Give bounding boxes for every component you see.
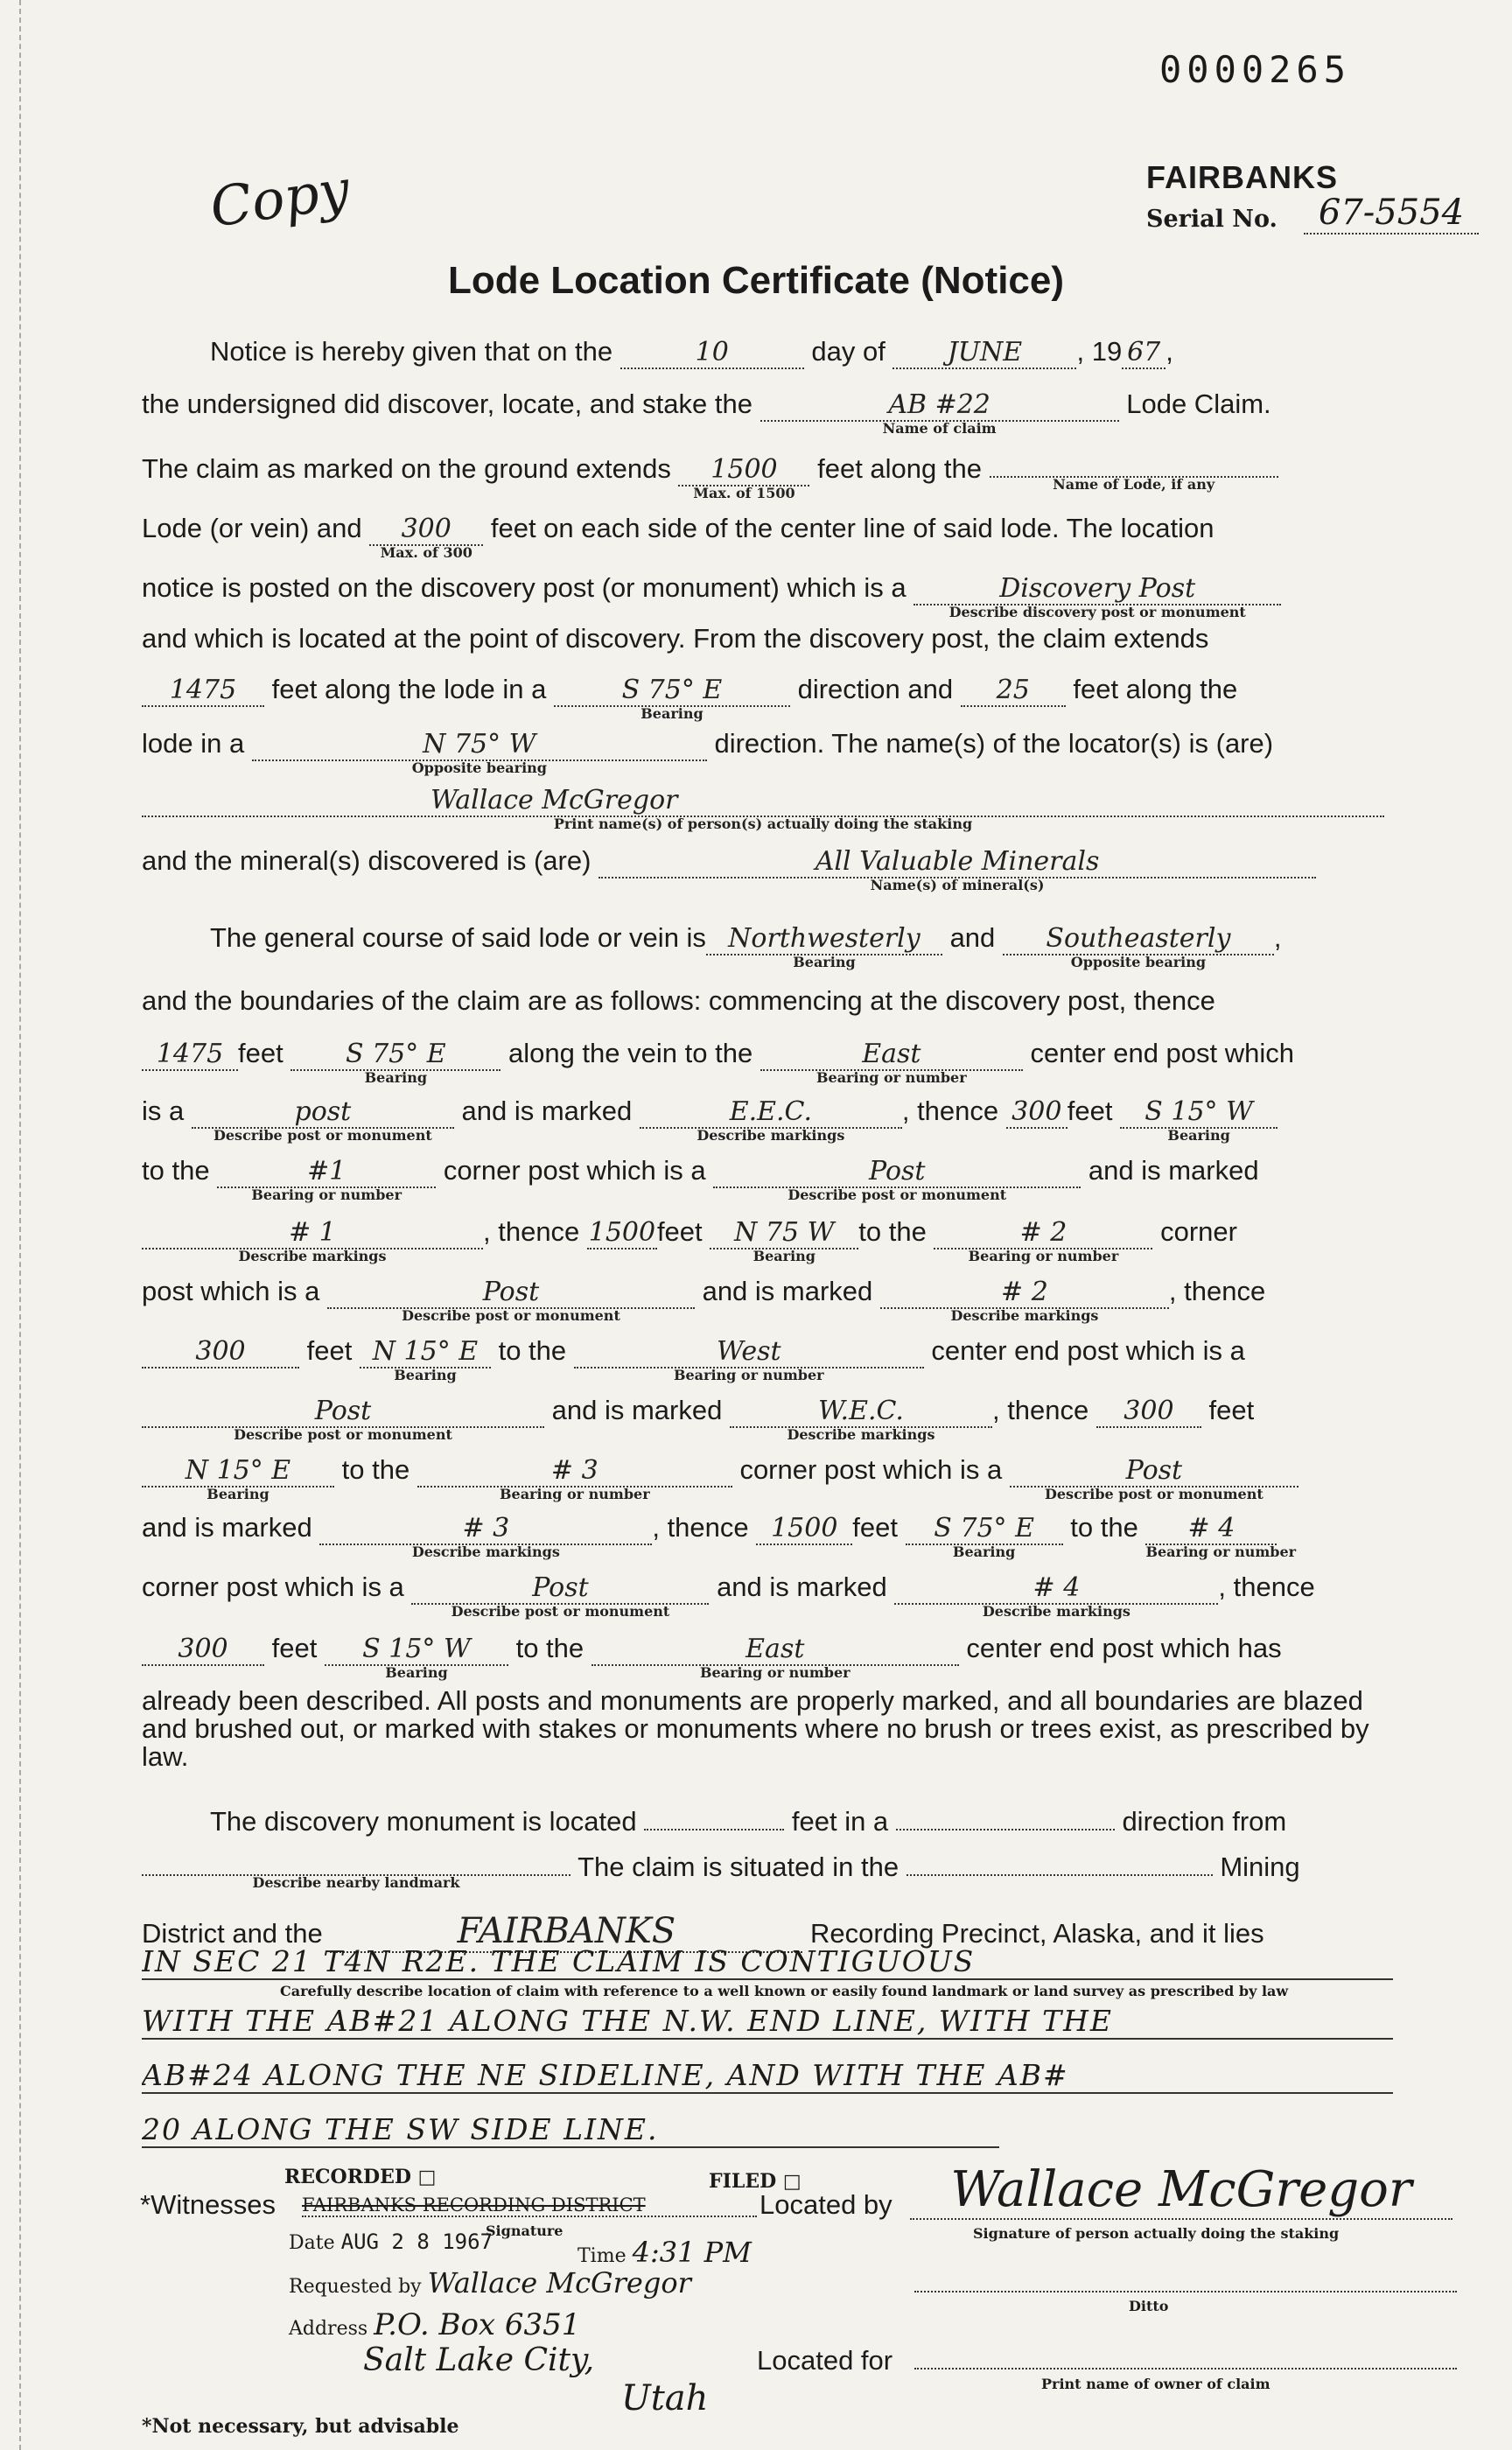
text: Mining — [1220, 1852, 1300, 1882]
filed-label: FILED □ — [709, 2170, 802, 2193]
value: # 2 — [1001, 1277, 1048, 1307]
boundary-line-7 — [142, 1395, 1393, 1443]
text: feet along the lode in a — [271, 674, 547, 704]
text: , — [1273, 922, 1282, 953]
minerals-value: All Valuable Minerals — [815, 846, 1100, 877]
field — [574, 1336, 924, 1383]
text: , thence — [483, 1216, 580, 1247]
text: and is marked — [717, 1572, 887, 1602]
location-line-2: WITH THE AB#21 ALONG THE N.W. END LINE, WITH THE — [142, 2004, 1393, 2040]
caption: Describe post or monument — [788, 1186, 1007, 1203]
field — [760, 1039, 1023, 1086]
text: direction from — [1122, 1806, 1287, 1837]
text: feet in a — [791, 1806, 889, 1837]
text: direction and — [797, 674, 954, 704]
side-width-value: 300 — [401, 514, 452, 544]
value: post — [294, 1096, 352, 1127]
field — [894, 1572, 1218, 1620]
course1-field — [706, 923, 942, 970]
field — [319, 1513, 652, 1560]
discovery-post-value: Discovery Post — [999, 573, 1196, 604]
text: , thence — [991, 1395, 1089, 1425]
text: , — [1166, 336, 1173, 367]
bearing1-value: S 75° E — [621, 675, 723, 705]
caption: Bearing — [1167, 1127, 1230, 1144]
located-for-label: Located for — [757, 2345, 893, 2376]
caption: Describe post or monument — [234, 1426, 452, 1443]
value: # 4 — [1187, 1513, 1236, 1544]
line-extent — [142, 450, 1393, 501]
filed-text: FILED — [709, 2170, 777, 2193]
text: and the mineral(s) discovered is (are) — [142, 845, 592, 876]
boundary-line-4 — [142, 1216, 1393, 1264]
caption: Opposite bearing — [411, 760, 547, 776]
landmark-field — [142, 1848, 570, 1891]
field — [417, 1455, 732, 1502]
text: feet along the — [1073, 674, 1238, 704]
field — [411, 1572, 709, 1620]
caption: Describe post or monument — [214, 1127, 432, 1144]
field — [142, 1396, 544, 1443]
text: the undersigned did discover, locate, and stake the — [142, 388, 752, 419]
caption: Describe markings — [696, 1127, 845, 1144]
caption: Bearing or number — [499, 1486, 650, 1502]
locator-signature-caption: Signature of person actually doing the staking — [973, 2225, 1340, 2242]
caption: Max. of 300 — [380, 544, 472, 561]
caption: Bearing or number — [699, 1664, 850, 1681]
text: The claim as marked on the ground extends — [142, 453, 671, 484]
boundary-line-10 — [142, 1572, 1393, 1620]
text: Recording Precinct, Alaska, and it lies — [810, 1918, 1264, 1949]
field: 1500 — [756, 1513, 852, 1545]
boundary-line-5 — [142, 1276, 1393, 1324]
text: to the — [858, 1216, 927, 1247]
owner-line — [914, 2368, 1457, 2370]
value: # 2 — [1019, 1217, 1068, 1248]
location-line-4: 20 ALONG THE SW SIDE LINE. — [142, 2112, 999, 2148]
discovery-post-field — [914, 573, 1281, 620]
caption: Describe markings — [238, 1248, 387, 1264]
field — [710, 1217, 858, 1264]
value: # 3 — [462, 1513, 510, 1544]
field — [192, 1096, 454, 1144]
value: # 4 — [1032, 1572, 1081, 1603]
value: # 3 — [550, 1455, 598, 1486]
text: is a — [142, 1096, 185, 1126]
date-label — [289, 2230, 493, 2254]
field — [640, 1096, 902, 1144]
boundary-line-8 — [142, 1454, 1393, 1502]
text: and is marked — [142, 1512, 312, 1543]
extent-field — [678, 454, 809, 501]
boundary-line-11 — [142, 1633, 1393, 1681]
text: The general course of said lode or vein is — [210, 922, 706, 953]
document-title: Lode Location Certificate (Notice) — [447, 259, 1065, 302]
line-minerals — [142, 845, 1393, 893]
text: center end post which is a — [931, 1335, 1245, 1366]
precinct-field: FAIRBANKS — [330, 1911, 802, 1953]
line-6 — [142, 623, 1393, 654]
year-field: 67 — [1122, 337, 1166, 369]
text: and is marked — [461, 1096, 633, 1126]
district-stamp: FAIRBANKS — [1146, 159, 1339, 195]
field: 300 — [142, 1634, 264, 1666]
caption: Bearing or number — [251, 1186, 402, 1203]
field — [730, 1396, 992, 1443]
value: East — [746, 1634, 805, 1664]
line-date — [210, 336, 1391, 369]
stamp-number: 0000265 — [1159, 48, 1352, 91]
day-field: 10 — [620, 337, 804, 369]
value: S 15° W — [1144, 1096, 1253, 1127]
line-7 — [142, 674, 1393, 722]
text: and is marked — [551, 1395, 723, 1425]
lode-name-field — [990, 450, 1278, 493]
line-course — [210, 922, 1391, 970]
extent-value: 1500 — [710, 454, 778, 485]
text: District and the — [142, 1918, 323, 1949]
text: , thence — [1218, 1572, 1315, 1602]
monument-direction-field — [896, 1802, 1115, 1830]
line-discovery-post — [142, 572, 1393, 620]
caption: Name of claim — [882, 420, 997, 437]
text: notice is posted on the discovery post (or monument) which is a — [142, 572, 906, 603]
value: S 75° E — [934, 1513, 1034, 1544]
locator-signature: Wallace McGregor — [910, 2161, 1452, 2220]
field — [1145, 1513, 1297, 1560]
text: to the — [498, 1335, 567, 1366]
field — [290, 1039, 500, 1086]
caption: Describe post or monument — [1045, 1486, 1264, 1502]
field: 300 — [1096, 1396, 1201, 1428]
text: feet — [238, 1038, 284, 1068]
caption: Describe nearby landmark — [252, 1874, 460, 1891]
footnote: *Not necessary, but advisable — [142, 2415, 459, 2438]
text: Notice is hereby given that on the — [210, 336, 613, 367]
monument-line — [210, 1802, 1391, 1838]
field — [1120, 1096, 1278, 1144]
caption: Describe markings — [787, 1426, 935, 1443]
field — [142, 1217, 483, 1264]
field: 1475 — [142, 1039, 238, 1071]
landmark-line — [142, 1848, 1393, 1891]
text: feet — [1208, 1395, 1255, 1425]
date-label-text: Date — [289, 2232, 335, 2254]
text: feet on each side of the center line of said lode. The location — [490, 513, 1214, 543]
caption: Bearing or number — [816, 1069, 967, 1086]
line-side-width — [142, 513, 1393, 561]
caption: Describe post or monument — [402, 1307, 620, 1324]
text: , thence — [901, 1096, 999, 1126]
text: to the — [515, 1633, 584, 1663]
locator-value: Wallace McGregor — [430, 785, 678, 816]
text: and — [949, 922, 996, 953]
caption: Bearing — [640, 705, 704, 722]
text: feet — [1067, 1096, 1113, 1126]
boundary-line-2 — [142, 1096, 1393, 1144]
value: Post — [314, 1396, 372, 1426]
claim-name-value: AB #22 — [888, 389, 990, 420]
text: and the boundaries of the claim are as follows: commencing at the discovery post, thence — [142, 985, 1215, 1016]
text: to the — [142, 1155, 210, 1186]
line-claim-name — [142, 388, 1393, 437]
field — [1010, 1455, 1298, 1502]
requested-label-text: Requested by — [289, 2276, 422, 2298]
text: feet along the — [817, 453, 982, 484]
caption: Name(s) of mineral(s) — [870, 877, 1045, 893]
caption: Print name(s) of person(s) actually doing the staking — [553, 816, 973, 832]
text: Lode Claim. — [1126, 388, 1271, 419]
text: feet — [852, 1512, 898, 1543]
value: W.E.C. — [817, 1396, 904, 1426]
text: , thence — [1168, 1276, 1266, 1306]
address-city: Salt Lake City, — [363, 2342, 595, 2378]
field — [360, 1336, 491, 1383]
caption: Max. of 1500 — [693, 485, 795, 501]
bearing2-value: N 75° W — [423, 729, 536, 760]
field — [325, 1634, 508, 1681]
address-label-text: Address — [289, 2318, 368, 2340]
caption: Describe post or monument — [451, 1603, 670, 1620]
field — [880, 1277, 1169, 1324]
requested-label — [289, 2266, 691, 2300]
claim-name-field — [760, 389, 1119, 437]
value: S 15° W — [362, 1634, 471, 1664]
month-field: JUNE — [892, 337, 1076, 369]
text: center end post which has — [966, 1633, 1282, 1663]
boundary-line-9 — [142, 1512, 1393, 1560]
copy-mark: Copy — [206, 157, 354, 240]
time-label-text: Time — [578, 2245, 626, 2267]
signature-caption: Signature — [486, 2222, 564, 2239]
line-locator — [142, 784, 1393, 832]
value: East — [862, 1039, 921, 1069]
caption: Bearing — [394, 1367, 457, 1383]
field — [906, 1513, 1063, 1560]
address-label — [289, 2307, 580, 2342]
caption: Bearing — [793, 954, 856, 970]
location-caption: Carefully describe location of claim with reference to a well known or easily found landmark or land survey as prescribed by law — [280, 1983, 1289, 1999]
caption: Bearing — [952, 1544, 1016, 1560]
minerals-field — [598, 846, 1316, 893]
text: , — [1076, 336, 1085, 367]
field — [327, 1277, 695, 1324]
boundary-line-3 — [142, 1155, 1393, 1203]
line-12 — [142, 985, 1393, 1017]
text: corner post which is a — [443, 1155, 706, 1186]
text: and which is located at the point of discovery. From the discovery post, the claim extends — [142, 623, 1209, 654]
serial-number: 67-5554 — [1304, 192, 1479, 234]
caption: Describe discovery post or monument — [948, 604, 1246, 620]
value: N 15° E — [185, 1455, 291, 1486]
address-state: Utah — [621, 2378, 709, 2418]
address-value: P.O. Box 6351 — [374, 2307, 581, 2342]
time-label — [578, 2236, 752, 2269]
side-width-field — [369, 514, 483, 561]
closing-paragraph: already been described. All posts and monuments are properly marked, and all boundaries are blazed and brushed out, or marked with stakes or monuments where no brush or trees exist, as prescribed by law. — [142, 1685, 1369, 1772]
text: to the — [341, 1454, 410, 1485]
requested-value: Wallace McGregor — [427, 2266, 691, 2300]
located-by-label: Located by — [760, 2189, 892, 2220]
serial-label: Serial No. — [1146, 206, 1278, 233]
text: feet — [271, 1633, 318, 1663]
text: feet — [306, 1335, 353, 1366]
text: The discovery monument is located — [210, 1806, 637, 1837]
caption: Describe markings — [950, 1307, 1099, 1324]
field — [592, 1634, 959, 1681]
field — [713, 1156, 1081, 1203]
location-line-3: AB#24 ALONG THE NE SIDELINE, AND WITH THE AB# — [142, 2058, 1393, 2094]
course2-value: Southeasterly — [1046, 923, 1231, 954]
value: Post — [482, 1277, 540, 1307]
course1-value: Northwesterly — [728, 923, 920, 954]
field: 1500 — [588, 1217, 656, 1248]
boundary-line-1 — [142, 1038, 1393, 1086]
time-value: 4:31 PM — [632, 2236, 752, 2269]
value: E.E.C. — [729, 1096, 812, 1127]
line-8 — [142, 728, 1393, 776]
field — [142, 1455, 334, 1502]
bearing2-field — [252, 729, 707, 776]
ditto-line — [914, 2291, 1457, 2292]
caption: Bearing or number — [673, 1367, 824, 1383]
caption: Bearing or number — [968, 1248, 1119, 1264]
boundary-line-6 — [142, 1335, 1393, 1383]
text: corner post which is a — [739, 1454, 1003, 1485]
value: Post — [869, 1156, 926, 1186]
ditto-caption: Ditto — [1129, 2298, 1169, 2314]
field — [934, 1217, 1152, 1264]
mining-district-field — [906, 1848, 1213, 1876]
text: center end post which — [1030, 1038, 1295, 1068]
value: West — [716, 1336, 781, 1367]
caption: Bearing — [364, 1069, 428, 1086]
opposite-feet-field: 25 — [961, 675, 1066, 707]
value: Post — [532, 1572, 589, 1603]
text: , thence — [652, 1512, 749, 1543]
witnesses-label: *Witnesses — [140, 2189, 276, 2220]
district-text: FAIRBANKS RECORDING DISTRICT — [302, 2194, 757, 2217]
locator-field — [142, 785, 1384, 832]
owner-caption: Print name of owner of claim — [1041, 2376, 1270, 2392]
caption: Bearing — [206, 1486, 270, 1502]
text: direction. The name(s) of the locator(s) is (are) — [714, 728, 1274, 759]
text: post which is a — [142, 1276, 320, 1306]
value: N 15° E — [372, 1336, 479, 1367]
caption: Describe markings — [982, 1603, 1130, 1620]
text: 19 — [1091, 336, 1123, 367]
text: Lode (or vein) and — [142, 513, 362, 543]
text: to the — [1070, 1512, 1138, 1543]
caption: Bearing or number — [1145, 1544, 1297, 1560]
text: and is marked — [1088, 1155, 1259, 1186]
lode-feet-field: 1475 — [142, 675, 264, 707]
text: The claim is situated in the — [578, 1852, 900, 1882]
field: 300 — [142, 1336, 299, 1368]
caption: Describe markings — [411, 1544, 560, 1560]
recorded-text: RECORDED — [284, 2166, 411, 2188]
caption: Bearing — [752, 1248, 816, 1264]
text: day of — [811, 336, 886, 367]
value: Post — [1125, 1455, 1183, 1486]
value: S 75° E — [345, 1039, 446, 1069]
caption: Name of Lode, if any — [1053, 476, 1215, 493]
value: #1 — [307, 1156, 346, 1186]
text: corner — [1160, 1216, 1237, 1247]
monument-feet-field — [644, 1802, 784, 1830]
location-line-1: IN SEC 21 T4N R2E. THE CLAIM IS CONTIGUOUS — [142, 1944, 1393, 1980]
text: feet — [656, 1216, 703, 1247]
caption: Bearing — [385, 1664, 448, 1681]
bearing1-field — [554, 675, 790, 722]
field: 300 — [1006, 1096, 1068, 1129]
text: along the vein to the — [508, 1038, 753, 1068]
value: # 1 — [289, 1217, 336, 1248]
value: N 75 W — [734, 1217, 835, 1248]
date-value: AUG 2 8 1967 — [340, 2230, 494, 2254]
caption: Opposite bearing — [1070, 954, 1207, 970]
text: and is marked — [702, 1276, 873, 1306]
text: lode in a — [142, 728, 245, 759]
text: corner post which is a — [142, 1572, 404, 1602]
recorded-label: RECORDED □ — [284, 2166, 437, 2188]
course2-field — [1003, 923, 1274, 970]
field — [217, 1156, 436, 1203]
